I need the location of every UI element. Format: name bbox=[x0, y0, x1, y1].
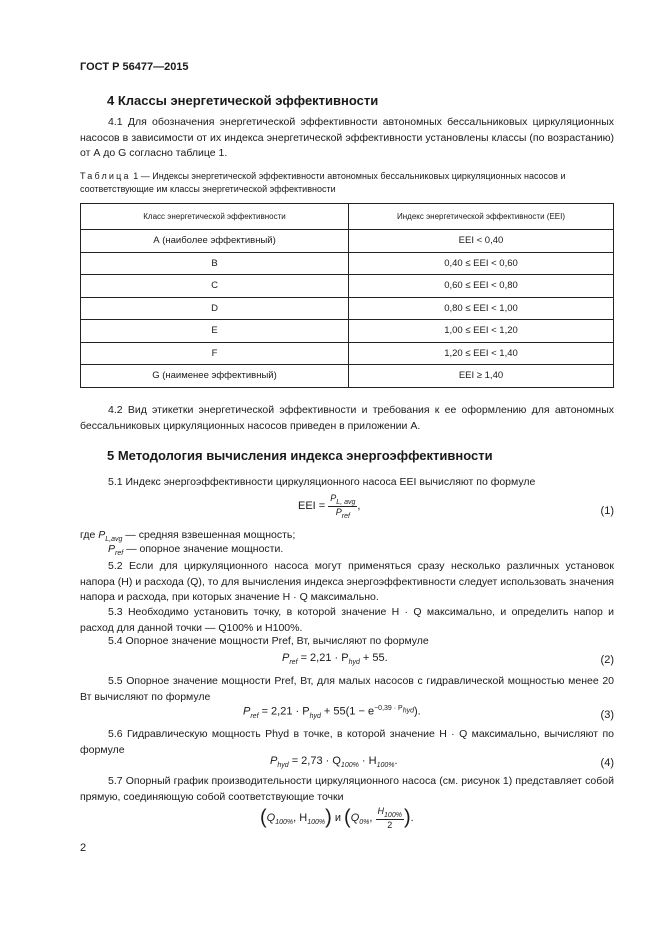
table-cell: EEI ≥ 1,40 bbox=[349, 365, 614, 388]
formula-3-sup: −0,39 · P bbox=[374, 705, 403, 712]
formula-4-part: P bbox=[270, 755, 278, 767]
table-cell: G (наименее эффективный) bbox=[81, 365, 349, 388]
page-number: 2 bbox=[80, 842, 87, 854]
formula-4-part: = 2,73 · Q bbox=[288, 755, 341, 767]
formula-3-part: + 55(1 − e bbox=[320, 705, 375, 718]
section-5-title: 5 Методология вычисления индекса энергоэффективности bbox=[107, 448, 493, 463]
formula-2-part: + 55. bbox=[359, 652, 388, 664]
formula-4-sub: hyd bbox=[277, 762, 289, 770]
formula-5-num-sub: 100% bbox=[384, 811, 402, 819]
formula-2-part: = 2,21 · P bbox=[297, 652, 349, 664]
formula-1-fraction bbox=[328, 493, 357, 520]
formula-5-part: Q bbox=[350, 811, 360, 824]
formula-2-sub: ref bbox=[289, 659, 298, 667]
table-cell: D bbox=[81, 297, 349, 320]
formula-3-sub: hyd bbox=[309, 712, 321, 720]
table-row bbox=[81, 275, 614, 298]
table-row bbox=[81, 320, 614, 343]
formula-1-num-sub: L, avg bbox=[336, 498, 356, 506]
table-cell: 0,40 ≤ EEI < 0,60 bbox=[349, 252, 614, 275]
equation-number-4: (4) bbox=[600, 757, 614, 769]
formula-5-sub: 100% bbox=[307, 818, 326, 826]
table-cell: 0,80 ≤ EEI < 1,00 bbox=[349, 297, 614, 320]
paragraph-5-2: 5.2 Если для циркуляционного насоса могут применяться сразу несколько различных установок напора (H) и расхода (Q), то для вычисления индекса энергоэффективности следует использовать значения напора и расхода, при которых значение H · Q максимально. bbox=[80, 560, 614, 603]
formula-2-part: P bbox=[282, 652, 290, 664]
paragraph-5-6: 5.6 Гидравлическую мощность Phyd в точке, в которой значение H · Q максимально, вычисляют по формуле bbox=[80, 728, 614, 756]
paragraph-4-2: 4.2 Вид этикетки энергетической эффективности и требования к ее оформлению для автономных бессальниковых циркуляционных насосов приведен в приложении А. bbox=[80, 404, 614, 432]
table-cell: EEI < 0,40 bbox=[349, 230, 614, 253]
formula-3-sup-sub: hyd bbox=[402, 707, 414, 715]
paragraph-5-7: 5.7 Опорный график производительности циркуляционного насоса (см. рисунок 1) представляет собой прямую, соединяющую собой соответствующие точки bbox=[80, 775, 614, 803]
formula-4-part: · H bbox=[358, 755, 377, 767]
where-text-1: — средняя взвешенная мощность; bbox=[122, 529, 296, 541]
formula-5-sub: 100% bbox=[275, 818, 294, 826]
formula-2 bbox=[282, 652, 388, 666]
formula-5-part: , H bbox=[293, 811, 308, 824]
document-code: ГОСТ Р 56477—2015 bbox=[80, 61, 189, 73]
formula-5-part: , bbox=[369, 811, 373, 824]
formula-5-and: и bbox=[331, 811, 345, 824]
close-paren: ) bbox=[403, 806, 411, 829]
paragraph-4-1: 4.1 Для обозначения энергетической эффективности автономных бессальниковых циркуляционных насосов в зависимости от их индекса энергетической эффективности установлены классы (по возрастанию) от А до G согласно таблице 1. bbox=[80, 116, 614, 159]
table-caption-text: 1 — Индексы энергетической эффективности автономных бессальниковых циркуляционных насосов и соответствующие им классы энергетической эффективности bbox=[80, 171, 566, 194]
table-header-row bbox=[81, 204, 614, 230]
formula-5-num: H bbox=[377, 806, 385, 816]
formula-4-sub: 100% bbox=[340, 762, 359, 770]
efficiency-class-table bbox=[80, 203, 614, 388]
formula-5 bbox=[260, 806, 414, 830]
table-cell: 1,20 ≤ EEI < 1,40 bbox=[349, 342, 614, 365]
formula-5-sub: 0% bbox=[359, 818, 370, 826]
formula-1-num: P bbox=[330, 493, 337, 503]
table-caption-prefix: Таблица bbox=[80, 171, 131, 181]
paragraph-5-5: 5.5 Опорное значение мощности Pref, Вт, для малых насосов с гидравлической мощностью менее 20 Вт вычисляют по формуле bbox=[80, 675, 614, 703]
table-header-cell: Индекс энергетической эффективности (EEI) bbox=[349, 204, 614, 230]
where-sub-2: ref bbox=[115, 550, 124, 558]
formula-4-sub: 100% bbox=[376, 762, 395, 770]
where-symbol-2: P bbox=[108, 543, 116, 555]
table-row bbox=[81, 342, 614, 365]
formula-2-sub: hyd bbox=[348, 659, 360, 667]
where-sub-1: L,avg bbox=[105, 536, 123, 544]
equation-number-1: (1) bbox=[600, 505, 614, 517]
table-cell: B bbox=[81, 252, 349, 275]
where-text-2: — опорное значение мощности. bbox=[123, 543, 284, 555]
formula-5-den: 2 bbox=[387, 819, 393, 830]
paragraph-5-1: 5.1 Индекс энергоэффективности циркуляционного насоса EEI вычисляют по формуле bbox=[108, 476, 536, 488]
section-4-title: 4 Классы энергетической эффективности bbox=[107, 93, 379, 108]
table-row bbox=[81, 230, 614, 253]
paragraph-5-3: 5.3 Необходимо установить точку, в которой значение H · Q максимально, и определить напор и расход для данной точки — Q100% и H100%. bbox=[80, 606, 614, 634]
table-cell: E bbox=[81, 320, 349, 343]
equation-number-2: (2) bbox=[600, 654, 614, 666]
table-cell: А (наиболее эффективный) bbox=[81, 230, 349, 253]
formula-4-part: . bbox=[394, 755, 398, 767]
formula-3-part: ). bbox=[414, 705, 421, 718]
formula-1-tail: , bbox=[357, 500, 361, 513]
formula-1-den-sub: ref bbox=[341, 512, 350, 520]
where-prefix: где bbox=[80, 529, 99, 541]
formula-5-fraction bbox=[376, 806, 404, 830]
table-cell: F bbox=[81, 342, 349, 365]
formula-1 bbox=[298, 493, 360, 520]
table-cell: C bbox=[81, 275, 349, 298]
paragraph-5-4: 5.4 Опорное значение мощности Pref, Вт, вычисляют по формуле bbox=[108, 635, 429, 647]
open-paren: ( bbox=[260, 806, 267, 829]
close-paren: ) bbox=[325, 806, 332, 829]
formula-3-part: = 2,21 · P bbox=[258, 705, 310, 718]
table-row bbox=[81, 297, 614, 320]
table-row bbox=[81, 252, 614, 275]
formula-1-lhs: EEI = bbox=[298, 500, 326, 513]
formula-3-sub: ref bbox=[250, 712, 259, 720]
formula-3 bbox=[243, 705, 421, 720]
table-cell: 0,60 ≤ EEI < 0,80 bbox=[349, 275, 614, 298]
formula-5-tail: . bbox=[410, 811, 414, 824]
table-header-cell: Класс энергетической эффективности bbox=[81, 204, 349, 230]
table-caption bbox=[80, 170, 614, 195]
table-row bbox=[81, 365, 614, 388]
table-cell: 1,00 ≤ EEI < 1,20 bbox=[349, 320, 614, 343]
where-symbol-1: P bbox=[98, 529, 106, 541]
formula-4 bbox=[270, 755, 398, 769]
open-paren: ( bbox=[344, 806, 351, 829]
formula-1-den: P bbox=[335, 506, 342, 517]
formula-5-part: Q bbox=[266, 811, 276, 824]
formula-3-part: P bbox=[243, 705, 251, 718]
equation-number-3: (3) bbox=[600, 709, 614, 721]
